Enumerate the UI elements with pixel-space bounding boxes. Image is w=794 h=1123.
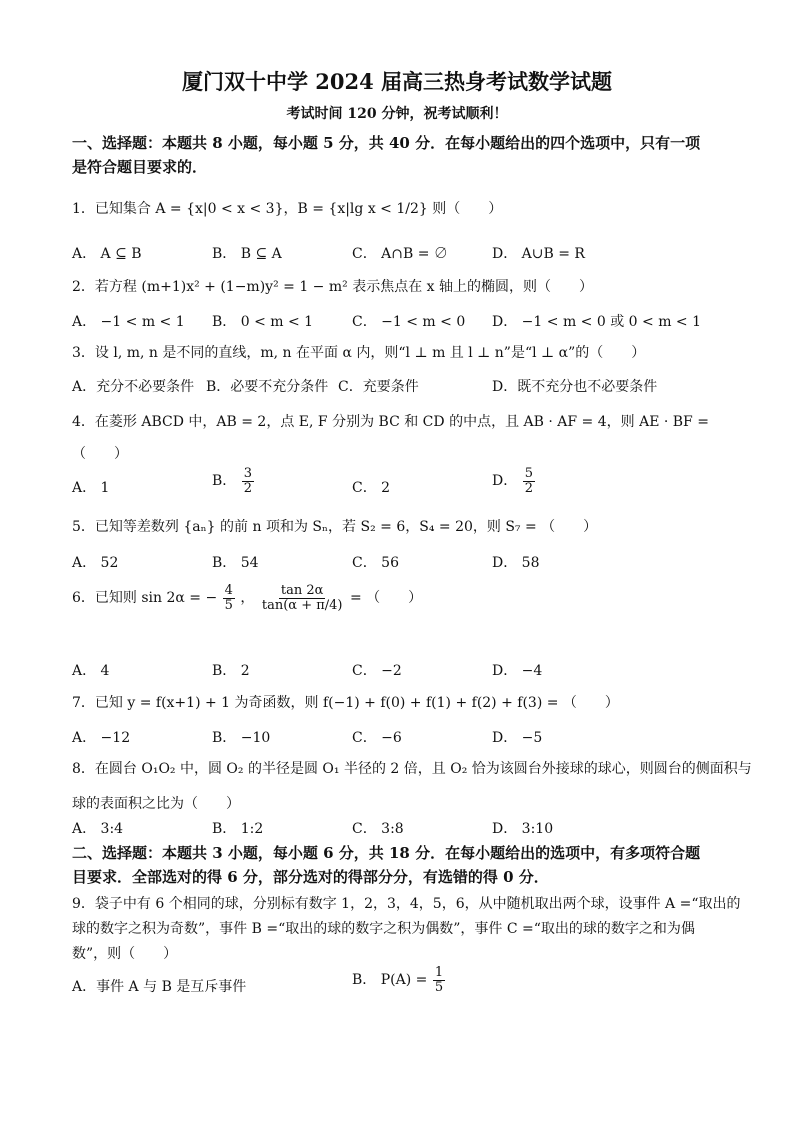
- question-9-line1: 9．袋子中有 6 个相同的球，分别标有数字 1，2，3，4，5，6，从中随机取出两个球，设事件 A =“取出的: [72, 896, 741, 912]
- fraction: [433, 966, 445, 994]
- section1-heading-line2: 是符合题目要求的．: [72, 158, 208, 176]
- question-6-stem-c: = （ ）: [349, 590, 423, 607]
- question-5-option-d: D． 58: [492, 555, 540, 571]
- question-6-stem-a: 6．已知则 sin 2α = −: [72, 590, 218, 607]
- option-label: B． P(A) =: [352, 972, 428, 989]
- fraction: [260, 584, 345, 612]
- question-4-option-c: C． 2: [352, 480, 391, 496]
- fraction: [242, 467, 254, 495]
- question-6-stem-b: ，: [240, 590, 255, 607]
- question-4-stem: 4．在菱形 ABCD 中，AB = 2，点 E, F 分别为 BC 和 CD 的中点，且 AB · AF = 4，则 AE · BF =: [72, 414, 709, 430]
- question-1-option-c: C． A∩B = ∅: [352, 246, 448, 262]
- fraction-denominator: 5: [434, 979, 444, 995]
- question-9-line2: 球的数字之积为奇数”，事件 B =“取出的球的数字之积为偶数”，事件 C =“取出的球的数字之和为偶: [72, 921, 695, 937]
- question-6-stem: [72, 584, 422, 612]
- fraction-numerator: 3: [243, 466, 253, 481]
- question-5-option-c: C． 56: [352, 555, 399, 571]
- question-9-option-a: A．事件 A 与 B 是互斥事件: [72, 979, 247, 995]
- question-1-stem: 1．已知集合 A = {x|0 < x < 3}，B = {x|lg x < 1/2} 则（ ）: [72, 201, 503, 217]
- page-title: 厦门双十中学 2024 届高三热身考试数学试题: [181, 69, 613, 94]
- fraction-numerator: 1: [434, 965, 444, 980]
- fraction-numerator: tan 2α: [280, 583, 324, 598]
- fraction-numerator: 4: [224, 583, 233, 598]
- option-label: D．: [492, 473, 518, 490]
- question-4-option-b: [212, 467, 255, 495]
- question-2-option-a: A． −1 < m < 1: [72, 314, 185, 330]
- fraction-denominator: 2: [524, 480, 533, 496]
- question-1-option-d: D． A∪B = R: [492, 246, 585, 262]
- question-9-line3: 数”，则（ ）: [72, 946, 178, 962]
- question-2-option-c: C． −1 < m < 0: [352, 314, 466, 330]
- question-8-stem-cont: 球的表面积之比为（ ）: [72, 796, 240, 812]
- question-6-option-b: B． 2: [212, 663, 250, 679]
- section1-heading-line1: 一、选择题：本题共 8 小题，每小题 5 分，共 40 分．在每小题给出的四个选项中，只有一项: [72, 134, 701, 152]
- question-4-option-d: [492, 467, 536, 495]
- option-label: B．: [212, 473, 237, 490]
- fraction: [223, 584, 235, 612]
- question-2-option-b: B． 0 < m < 1: [212, 314, 314, 330]
- question-8-option-a: A． 3:4: [72, 821, 124, 837]
- fraction-numerator: 5: [524, 466, 533, 481]
- question-3-stem: 3．设 l, m, n 是不同的直线，m, n 在平面 α 内，则“l ⊥ m 且 l ⊥ n”是“l ⊥ α”的（ ）: [72, 345, 646, 361]
- question-4-option-a: A． 1: [72, 480, 110, 496]
- question-3-option-d: D．既不充分也不必要条件: [492, 379, 658, 395]
- question-8-option-c: C． 3:8: [352, 821, 404, 837]
- question-7-option-c: C． −6: [352, 730, 402, 746]
- section2-heading-line2: 目要求．全部选对的得 6 分，部分选对的得部分分，有选错的得 0 分．: [72, 868, 549, 886]
- question-6-option-c: C． −2: [352, 663, 402, 679]
- question-3-option-a: A．充分不必要条件: [72, 379, 195, 395]
- question-3-option-b: B．必要不充分条件: [206, 379, 329, 395]
- question-8-stem: 8．在圆台 O₁O₂ 中，圆 O₂ 的半径是圆 O₁ 半径的 2 倍，且 O₂ 恰为该圆台外接球的球心，则圆台的侧面积与: [72, 761, 752, 777]
- question-8-option-d: D． 3:10: [492, 821, 554, 837]
- question-7-stem: 7．已知 y = f(x+1) + 1 为奇函数，则 f(−1) + f(0) + f(1) + f(2) + f(3) = （ ）: [72, 695, 619, 711]
- fraction-denominator: 5: [224, 597, 233, 613]
- question-1-option-b: B． B ⊆ A: [212, 246, 282, 262]
- fraction-denominator: tan(α + π/4): [261, 597, 343, 613]
- fraction: [523, 467, 535, 495]
- question-6-option-a: A． 4: [72, 663, 110, 679]
- question-7-option-b: B． −10: [212, 730, 271, 746]
- question-7-option-d: D． −5: [492, 730, 543, 746]
- question-6-option-d: D． −4: [492, 663, 543, 679]
- section2-heading-line1: 二、选择题：本题共 3 小题，每小题 6 分，共 18 分．在每小题给出的选项中，有多项符合题: [72, 844, 701, 862]
- question-7-option-a: A． −12: [72, 730, 131, 746]
- question-8-option-b: B． 1:2: [212, 821, 264, 837]
- question-1-option-a: A． A ⊆ B: [72, 246, 142, 262]
- question-5-option-a: A． 52: [72, 555, 119, 571]
- question-3-option-c: C．充要条件: [338, 379, 419, 395]
- page-subtitle: 考试时间 120 分钟，祝考试顺利！: [286, 106, 508, 122]
- question-5-stem: 5．已知等差数列 {aₙ} 的前 n 项和为 Sₙ，若 S₂ = 6，S₄ = 20，则 S₇ = （ ）: [72, 519, 598, 535]
- question-2-option-d: D． −1 < m < 0 或 0 < m < 1: [492, 314, 702, 330]
- question-4-stem-cont: （ ）: [72, 446, 128, 462]
- question-9-option-b: [352, 966, 446, 994]
- fraction-denominator: 2: [243, 480, 253, 496]
- question-5-option-b: B． 54: [212, 555, 259, 571]
- question-2-stem: 2．若方程 (m+1)x² + (1−m)y² = 1 − m² 表示焦点在 x 轴上的椭圆，则（ ）: [72, 279, 593, 295]
